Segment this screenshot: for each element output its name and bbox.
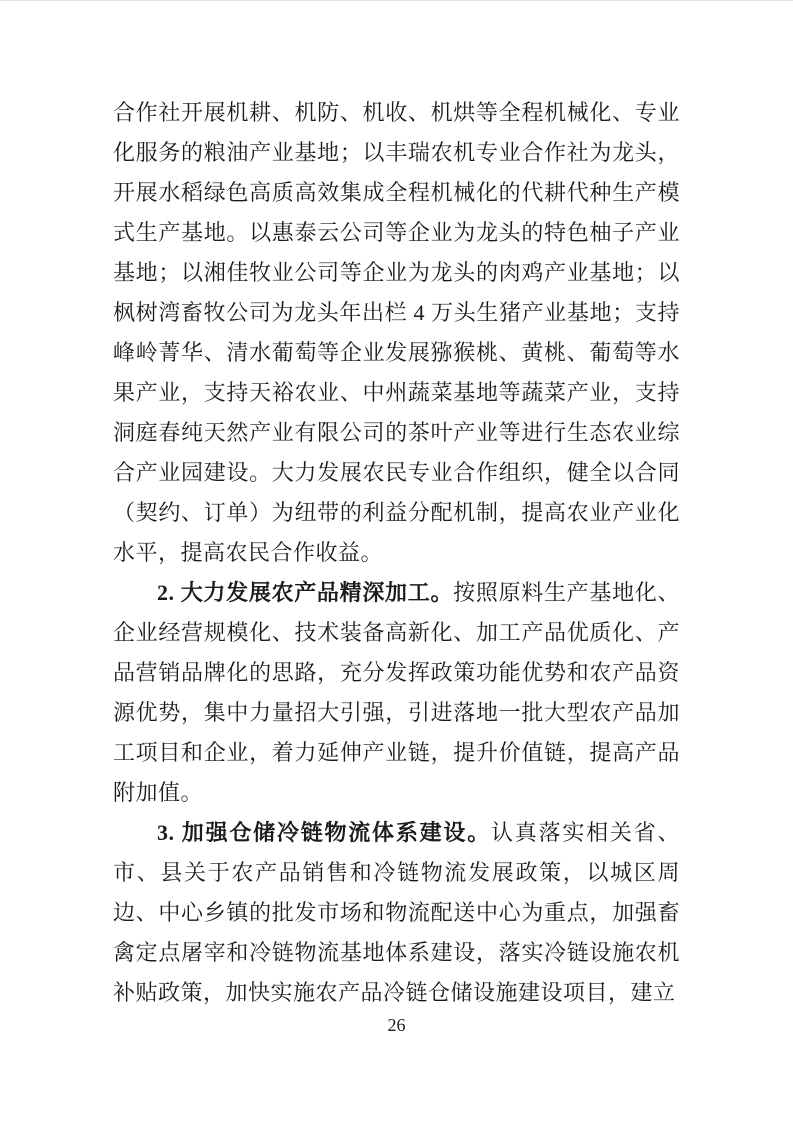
page-number: 26 bbox=[387, 1015, 406, 1035]
body-text: 合作社开展机耕、机防、机收、机烘等全程机械化、专业化服务的粮油产业基地；以丰瑞农机专业合作社为龙头，开展水稻绿色高质高效集成全程机械化的代耕代种生产模式生产基地。以惠泰云公司等企业为龙头的特色柚子产业基地；以湘佳牧业公司等企业为龙头的肉鸡产业基地；以枫树湾畜牧公司为龙头年出栏 4 万头生猪产业基地；支持峰岭菁华、清水葡萄等企业发展猕猴桃、黄桃、葡萄等水果产业，支持天裕农业、中州蔬菜基地等蔬菜产业，支持洞庭春纯天然产业有限公司的茶叶产业等进行生态农业综合产业园建设。大力发展农民专业合作组织，健全以合同（契约、订单）为纽带的利益分配机制，提高农业产业化水平，提高农民合作收益。 bbox=[113, 100, 680, 565]
paragraph-continuation bbox=[113, 93, 680, 573]
paragraph-item-3 bbox=[113, 813, 680, 1013]
paragraph-item-2 bbox=[113, 573, 680, 813]
item-2-heading: 2. 大力发展农产品精深加工。 bbox=[157, 580, 454, 605]
body-text: 认真落实相关省、市、县关于农产品销售和冷链物流发展政策，以城区周边、中心乡镇的批发市场和物流配送中心为重点，加强畜禽定点屠宰和冷链物流基地体系建设，落实冷链设施农机补贴政策，加快实施农产品冷链仓储设施建设项目，建立 bbox=[113, 820, 680, 1005]
document-body bbox=[113, 93, 680, 1013]
body-text: 按照原料生产基地化、企业经营规模化、技术装备高新化、加工产品优质化、产品营销品牌化的思路，充分发挥政策功能优势和农产品资源优势，集中力量招大引强，引进落地一批大型农产品加工项目和企业，着力延伸产业链，提升价值链，提高产品附加值。 bbox=[113, 580, 680, 805]
page-footer bbox=[0, 1014, 793, 1036]
item-3-heading: 3. 加强仓储冷链物流体系建设。 bbox=[157, 820, 491, 845]
